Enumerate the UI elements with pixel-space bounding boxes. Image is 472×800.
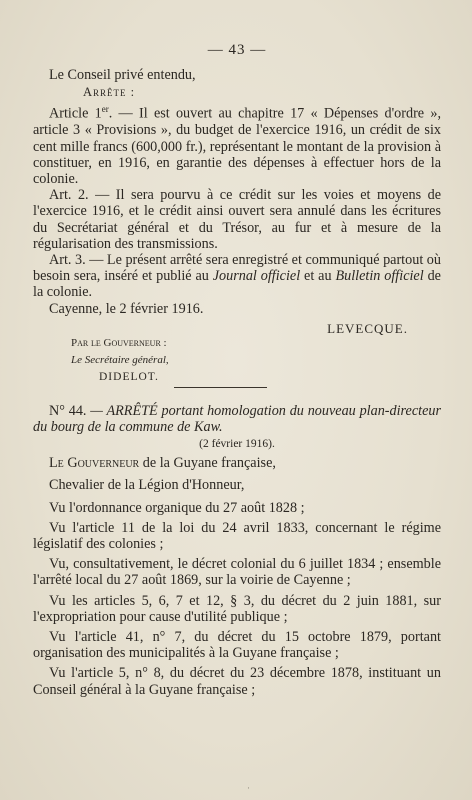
article-2: Art. 2. — Il sera pourvu à ce crédit sur les voies et moyens de l'exercice 1916, et le crédit ainsi ouvert sera annulé dans les écritures du Secrétariat général et du Trésor, au fur et à mesure de la régularisation des transmissions.: [33, 187, 441, 252]
par-le-gouverneur: Par le Gouverneur :: [71, 336, 167, 349]
vu-item: Vu, consultativement, le décret colonial du 6 juillet 1834 ; ensemble l'arrêté local du 27 août 1869, sur la voirie de Cayenne ;: [33, 556, 441, 589]
decree-number: N° 44.: [49, 402, 87, 419]
secretary-name: DIDELOT.: [99, 370, 159, 383]
arrete-heading: Arrête :: [83, 85, 136, 100]
bulletin-officiel: Bulletin officiel: [335, 268, 424, 285]
decree-title-text: — ARRÊTÉ portant homologation du nouveau plan-directeur du bourg de la commune de Kaw.: [33, 402, 441, 435]
chevalier-line: Chevalier de la Légion d'Honneur,: [49, 477, 245, 494]
vu-item: Vu l'ordonnance organique du 27 août 1828 ;: [49, 499, 305, 516]
article-1: [33, 101, 441, 187]
vu-item: Vu l'article 41, n° 7, du décret du 15 octobre 1879, portant organisation des municipalités à la Guyane française ;: [33, 629, 441, 662]
vu-item: Vu l'article 5, n° 8, du décret du 23 décembre 1878, instituant un Conseil général à la Guyane française ;: [33, 665, 441, 698]
journal-officiel: Journal officiel: [212, 268, 301, 285]
secretary-title: Le Secrétaire général,: [71, 353, 169, 366]
governor-rest: de la Guyane française,: [139, 455, 276, 472]
countersignature: [71, 335, 169, 386]
article-1-label-sup: er: [101, 104, 109, 115]
article-3-middle: et au: [300, 268, 336, 285]
place-date: Cayenne, le 2 février 1916.: [49, 300, 204, 317]
article-3: [33, 252, 441, 301]
decree-date: (2 février 1916).: [199, 438, 275, 451]
governor-title: Le Gouverneur: [49, 455, 140, 472]
article-3-after: de la colonie.: [33, 268, 441, 301]
governor-signature: LEVECQUE.: [327, 320, 408, 336]
vu-item: Vu l'article 11 de la loi du 24 avril 1833, concernant le régime législatif des colonies ;: [33, 519, 441, 552]
vu-item: Vu les articles 5, 6, 7 et 12, § 3, du décret du 2 juin 1881, sur l'expropriation pour cause d'utilité publique ;: [33, 592, 441, 625]
signature-block: [33, 319, 441, 381]
article-3-before: Art. 3. — Le présent arrêté sera enregistré et communiqué partout où besoin sera, inséré et publié au: [33, 251, 441, 285]
article-1-text: . — Il est ouvert au chapitre 17 « Dépenses d'ordre », article 3 « Provisions », du budget de l'exercice 1916, un crédit de six cent mille francs (600,000 fr.), représentant le montant de la provision à constituer, en 1916, en garantie des dépenses à effectuer hors de la colonie.: [33, 106, 441, 187]
intro-line: Le Conseil privé entendu,: [49, 67, 196, 83]
page-footer-mark: ·: [247, 783, 250, 793]
page-number: — 43 —: [207, 42, 267, 58]
article-1-label: Article 1: [49, 106, 102, 123]
decree-title: [33, 403, 441, 435]
section-divider: [174, 387, 267, 388]
governor-line: [33, 455, 441, 471]
